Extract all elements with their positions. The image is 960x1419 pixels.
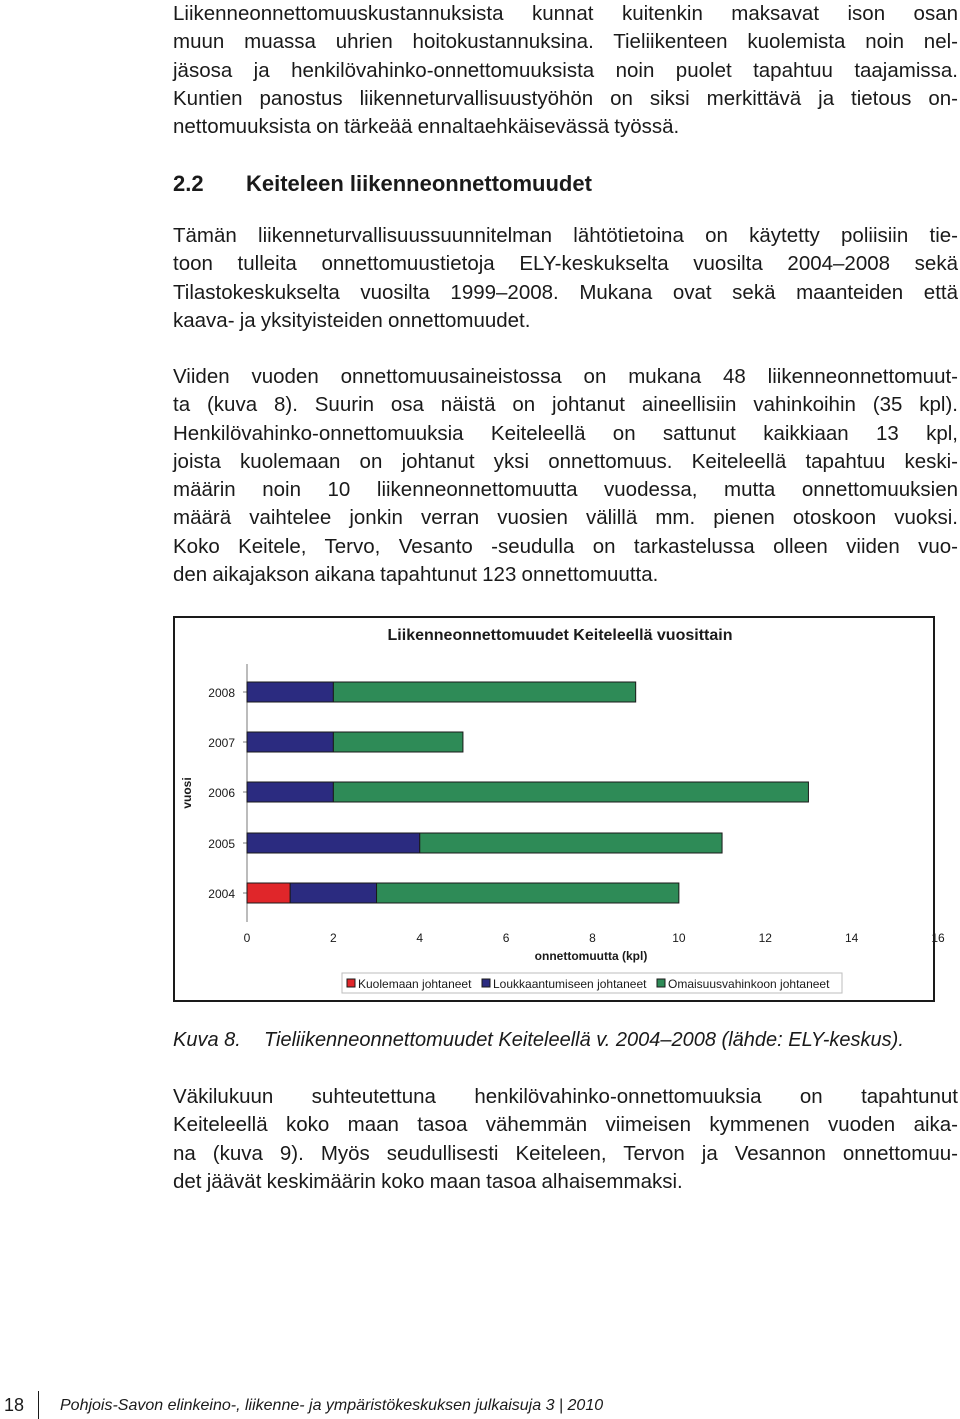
- chart-title: Liikenneonnettomuudet Keiteleellä vuosittain: [387, 627, 733, 644]
- y-tick-label: 2007: [208, 736, 235, 750]
- bar-segment: [247, 682, 333, 702]
- bar-segment: [420, 833, 722, 853]
- figure-caption: [173, 1026, 904, 1054]
- bar-segment: [247, 732, 333, 752]
- x-tick-label: 12: [758, 931, 772, 945]
- accidents-paragraph: [173, 363, 958, 589]
- legend-label: Omaisuusvahinkoon johtaneet: [668, 977, 830, 991]
- section-number: 2.2: [173, 171, 204, 196]
- legend-swatch: [347, 979, 355, 987]
- y-axis-title: vuosi: [180, 777, 194, 809]
- paragraph-line: jäsosa ja henkilövahinko-onnettomuuksista noin puolet tapahtuu taajamissa.: [173, 58, 958, 82]
- paragraph-line: den aikajakson aikana tapahtunut 123 onnettomuutta.: [173, 563, 659, 587]
- x-tick-label: 6: [502, 931, 510, 945]
- page-footer: [0, 1391, 960, 1419]
- bar-segment: [333, 732, 463, 752]
- section-title: Keiteleen liikenneonnettomuudet: [246, 171, 592, 196]
- accident-chart: [173, 616, 945, 1002]
- paragraph-line: Koko Keitele, Tervo, Vesanto -seudulla on tarkastelussa olleen viiden vuo-: [173, 534, 958, 558]
- section-heading: [173, 170, 592, 198]
- bar-segment: [247, 833, 420, 853]
- paragraph-line: nettomuuksista on tärkeää ennaltaehkäisevässä työssä.: [173, 115, 680, 139]
- intro-paragraph: [173, 0, 958, 141]
- paragraph-line: Väkilukuun suhteutettuna henkilövahinko-onnettomuuksia on tapahtunut: [173, 1085, 958, 1108]
- paragraph-line: joista kuolemaan on johtanut yksi onnettomuus. Keiteleellä tapahtuu keski-: [173, 449, 958, 473]
- x-tick-label: 10: [672, 931, 686, 945]
- paragraph-line: det jäävät keskimäärin koko maan tasoa alhaisemmaksi.: [173, 1169, 683, 1193]
- x-tick-label: 2: [330, 931, 337, 945]
- paragraph-line: muun muassa uhrien hoitokustannuksina. Tieliikenteen kuolemista noin nel-: [173, 30, 958, 54]
- paragraph-line: Keiteleellä koko maan tasoa vähemmän viimeisen kymmenen vuoden aika-: [173, 1113, 958, 1137]
- x-tick-label: 16: [931, 931, 945, 945]
- x-tick-label: 0: [243, 931, 251, 945]
- x-tick-label: 8: [589, 931, 596, 945]
- bar-segment: [247, 883, 290, 903]
- paragraph-line: na (kuva 9). Myös seudullisesti Keiteleen, Tervon ja Vesannon onnettomuu-: [173, 1141, 958, 1165]
- paragraph-line: ta (kuva 8). Suurin osa näistä on johtanut aineellisiin vahinkoihin (35 kpl).: [173, 393, 958, 417]
- bar-segment: [247, 782, 333, 802]
- paragraph-line: määrä vaihtelee jonkin verran vuosien välillä mm. pienen otoskoon vuoksi.: [173, 506, 958, 530]
- legend-label: Kuolemaan johtaneet: [358, 977, 472, 991]
- paragraph-line: Henkilövahinko-onnettomuuksia Keiteleellä on sattunut kaikkiaan 13 kpl,: [173, 421, 958, 445]
- paragraph-line: kaava- ja yksityisteiden onnettomuudet.: [173, 308, 531, 332]
- bar-segment: [333, 782, 808, 802]
- chart-canvas: [175, 618, 945, 1000]
- legend-swatch: [482, 979, 490, 987]
- x-tick-label: 14: [844, 931, 859, 945]
- source-paragraph: [173, 222, 958, 335]
- y-tick-label: 2006: [208, 786, 235, 800]
- bar-segment: [290, 883, 376, 903]
- legend-swatch: [657, 979, 665, 987]
- publication-series: Pohjois-Savon elinkeino-, liikenne- ja ympäristökeskuksen julkaisuja 3 | 2010: [60, 1397, 604, 1414]
- y-tick-label: 2005: [208, 837, 235, 851]
- paragraph-line: Tilastokeskukselta vuosilta 1999–2008. Mukana ovat sekä maanteiden että: [173, 280, 958, 304]
- y-tick-label: 2004: [208, 887, 235, 901]
- paragraph-line: määrin noin 10 liikenneonnettomuutta vuodessa, mutta onnettomuuksien: [173, 478, 958, 502]
- x-axis-title: onnettomuutta (kpl): [534, 949, 648, 963]
- bar-segment: [377, 883, 679, 903]
- comparison-paragraph: [173, 1083, 958, 1196]
- paragraph-line: Kuntien panostus liikenneturvallisuustyöhön on siksi merkittävä ja tietous on-: [173, 86, 958, 110]
- paragraph-line: Viiden vuoden onnettomuusaineistossa on mukana 48 liikenneonnettomuut-: [173, 365, 958, 388]
- y-tick-label: 2008: [208, 686, 235, 700]
- paragraph-line: toon tulleita onnettomuustietoja ELY-keskukselta vuosilta 2004–2008 sekä: [173, 252, 958, 276]
- bar-segment: [333, 682, 635, 702]
- paragraph-line: Tämän liikenneturvallisuussuunnitelman lähtötietoina on käytetty poliisiin tie-: [173, 224, 958, 247]
- paragraph-line: Liikenneonnettomuuskustannuksista kunnat kuitenkin maksavat ison osan: [173, 2, 958, 25]
- caption-label: Kuva 8.: [173, 1029, 241, 1051]
- legend-label: Loukkaantumiseen johtaneet: [493, 977, 647, 991]
- caption-text: Tieliikenneonnettomuudet Keiteleellä v. 2004–2008 (lähde: ELY-keskus).: [264, 1029, 904, 1051]
- x-tick-label: 4: [416, 931, 424, 945]
- page-number: 18: [4, 1395, 25, 1415]
- footer-divider: [38, 1391, 39, 1419]
